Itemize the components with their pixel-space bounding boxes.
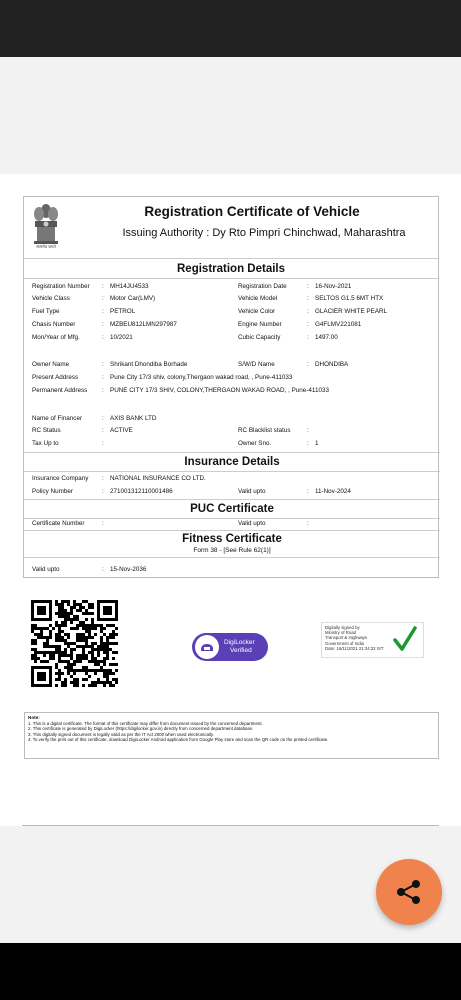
detail-row [32, 283, 434, 293]
rc-status-value: ACTIVE [110, 427, 133, 434]
colon: : [102, 520, 104, 527]
colon: : [307, 295, 309, 302]
colon: : [102, 308, 104, 315]
insurance-company-value: NATIONAL INSURANCE CO LTD. [110, 475, 206, 482]
signature-line: Ministry of Road [325, 630, 357, 636]
colon: : [102, 295, 104, 302]
field-label: Cubic Capacity [238, 334, 281, 341]
field-label: Certificate Number [32, 520, 85, 527]
emblem-caption: सत्यमेव जयते [36, 244, 56, 249]
colon: : [102, 334, 104, 341]
national-emblem-icon [32, 201, 60, 247]
colon: : [102, 488, 104, 495]
fitness-subtitle: Form 38 - [See Rule 62(1)] [193, 547, 271, 554]
field-label: Vehicle Color [238, 308, 276, 315]
field-label: Permanent Address [32, 387, 88, 394]
detail-row [32, 488, 434, 498]
colon: : [307, 488, 309, 495]
field-label: Tax Up to [32, 440, 59, 447]
field-label: Mon/Year of Mfg. [32, 334, 80, 341]
colon: : [307, 361, 309, 368]
field-label: RC Blacklist status [238, 427, 291, 434]
digilocker-logo-icon [195, 635, 219, 659]
signature-line: Transport & Highways [325, 635, 368, 641]
detail-row [32, 374, 434, 384]
check-icon [393, 625, 417, 653]
field-label: S/W/D Name [238, 361, 275, 368]
detail-row [32, 440, 434, 450]
notes-heading: Note: [28, 715, 40, 720]
note-item: 1. This is a digital certificate. The format of this certificate may differ from document issued by the concerned department. [28, 720, 263, 726]
note-item: 4. To verify the print out of this certificate, download DigiLocker Android application from Google Play store and scan the QR code on the printed certificate. [28, 737, 329, 742]
field-label: Valid upto [238, 488, 266, 495]
field-label: Registration Date [238, 283, 287, 290]
detail-row [32, 334, 434, 344]
detail-row [32, 321, 434, 331]
signature-line: Date: 16/11/2021 21:34:32 IST [325, 645, 384, 651]
section-divider [24, 530, 440, 531]
policy-number-value: 271001312110001486 [110, 488, 173, 495]
field-label: Vehicle Class [32, 295, 70, 302]
colon: : [307, 440, 309, 447]
detail-row [32, 361, 434, 371]
colon: : [307, 427, 309, 434]
swd-name-value: DHONDIBA [315, 361, 349, 368]
issuing-authority: Issuing Authority : Dy Rto Pimpri Chinchwad, Maharashtra [122, 227, 406, 239]
mfg-value: 10/2021 [110, 334, 133, 341]
field-label: Insurance Company [32, 475, 89, 482]
digilocker-label: DigiLocker [224, 639, 255, 646]
colon: : [102, 283, 104, 290]
field-label: Owner Sno. [238, 440, 272, 447]
signature-line: Digitally signed by [325, 625, 360, 630]
insurance-details-heading: Insurance Details [24, 453, 440, 472]
vehicle-model-value: SELTOS G1.5 6MT HTX [315, 295, 384, 302]
colon: : [307, 334, 309, 341]
certificate-header [24, 197, 438, 259]
present-address-value: Pune City 17/3 shiv, colony,Thergaon wakad road, , Pune-411033 [110, 374, 293, 381]
share-icon [376, 859, 442, 925]
field-label: Present Address [32, 374, 79, 381]
page-divider [22, 825, 439, 826]
vehicle-class-value: Motor Car(LMV) [110, 295, 156, 302]
colon: : [102, 374, 104, 381]
owner-sno-value: 1 [315, 440, 319, 447]
field-label: Registration Number [32, 283, 90, 290]
detail-row [32, 566, 434, 576]
vehicle-color-value: GLACIER WHITE PEARL [315, 308, 388, 315]
digilocker-verified-badge [192, 633, 268, 661]
colon: : [307, 283, 309, 290]
owner-name-value: Shrikant Dhondiba Borhade [110, 361, 188, 368]
engine-number-value: G4FLMV221081 [315, 321, 362, 328]
field-label: Valid upto [32, 566, 60, 573]
detail-row [32, 387, 434, 397]
field-label: Policy Number [32, 488, 73, 495]
field-label: Owner Name [32, 361, 70, 368]
qr-code [31, 600, 118, 687]
financer-value: AXIS BANK LTD [110, 415, 157, 422]
navigation-bar [0, 943, 461, 1000]
field-label: Fuel Type [32, 308, 60, 315]
registration-number-value: MH14JU4533 [110, 283, 149, 290]
colon: : [102, 387, 104, 394]
fitness-certificate-heading: Fitness Certificate [182, 533, 282, 545]
colon: : [102, 475, 104, 482]
colon: : [102, 361, 104, 368]
puc-certificate-heading: PUC Certificate [24, 500, 440, 519]
colon: : [102, 415, 104, 422]
field-label: Engine Number [238, 321, 282, 328]
colon: : [102, 440, 104, 447]
colon: : [307, 520, 309, 527]
detail-row [32, 415, 434, 425]
field-label: Vehicle Model [238, 295, 278, 302]
insurance-valid-upto-value: 11-Nov-2024 [315, 488, 351, 495]
field-label: Valid upto [238, 520, 266, 527]
digital-signature-box [321, 622, 424, 658]
note-item: 3. This digitally signed document is legally valid as per the IT Act 2000 when used electronically. [28, 731, 214, 737]
fuel-type-value: PETROL [110, 308, 136, 315]
field-label: RC Status [32, 427, 61, 434]
signature-line: Government of India [325, 640, 364, 646]
registration-date-value: 16-Nov-2021 [315, 283, 352, 290]
share-button[interactable] [376, 859, 442, 925]
field-label: Name of Financer [32, 415, 83, 422]
registration-details-heading: Registration Details [24, 259, 438, 279]
colon: : [102, 566, 104, 573]
registration-certificate [23, 196, 439, 578]
field-label: Chasis Number [32, 321, 76, 328]
colon: : [102, 427, 104, 434]
detail-row [32, 520, 434, 530]
section-divider [24, 557, 440, 558]
colon: : [102, 321, 104, 328]
detail-row [32, 427, 434, 437]
detail-row [32, 295, 434, 305]
chasis-number-value: MZBEU812LMN297987 [110, 321, 177, 328]
colon: : [307, 321, 309, 328]
cubic-capacity-value: 1497.00 [315, 334, 338, 341]
status-bar [0, 0, 461, 57]
certificate-title: Registration Certificate of Vehicle [144, 204, 360, 219]
fitness-valid-upto-value: 15-Nov-2036 [110, 566, 147, 573]
colon: : [307, 308, 309, 315]
detail-row [32, 475, 434, 485]
permanent-address-value: PUNE CITY 17/3 SHIV, COLONY,THERGAON WAKAD ROAD, , Pune-411033 [110, 387, 329, 394]
detail-row [32, 308, 434, 318]
viewer-background-top [0, 57, 461, 174]
verified-label: Verified [230, 647, 252, 654]
note-item: 2. This certificate is generated by DigiLocker (https://digilocker.gov.in) directly from concerned department database. [28, 726, 254, 731]
notes-box [24, 712, 439, 759]
